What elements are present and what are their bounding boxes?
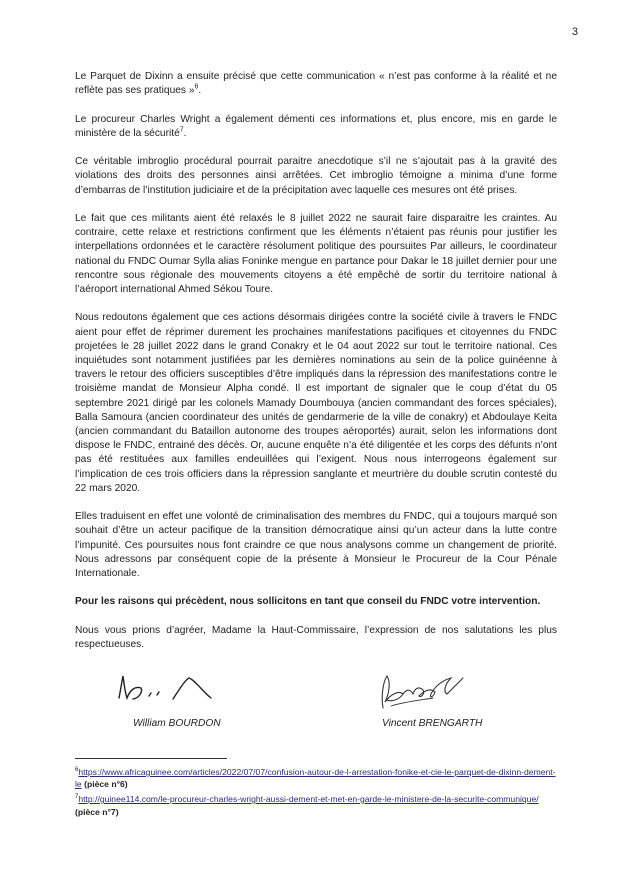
footnote-divider [75, 758, 227, 759]
letter-body [75, 70, 557, 666]
footnotes [75, 764, 557, 818]
paragraph-1: Le Parquet de Dixinn a ensuite précisé que cette communication « n’est pas conforme à la réalité et ne reflète pas ses pratiques »$^6$. [75, 71, 557, 97]
footnote-ref-6[interactable]: 6 [194, 83, 199, 91]
footnote-7-tag: (pièce n°7) [75, 806, 119, 817]
footnote-6-tag: (pièce n°6) [84, 779, 128, 790]
closing-paragraph: Nous vous prions d’agréer, Madame la Haut-Commissaire, l’expression de nos salutations les plus respectueuses. [75, 624, 557, 651]
paragraph-3: Ce véritable imbroglio procédural pourrait paraitre anecdotique s’il ne s’ajoutait pas à la gravité des violations des droits des personnes ainsi arrêtées. Cet imbroglio témoigne a minima d’une forme d’embarras de l’institution judiciaire et de la précipitation avec laquelle ces mesures ont été prises. [75, 156, 557, 196]
request-paragraph: Pour les raisons qui précèdent, nous sollicitons en tant que conseil du FNDC votre intervention. [75, 596, 541, 608]
footnote-7-link[interactable]: http://guinee114.com/le-procureur-charles-wright-aussi-dement-et-met-en-garde-le-ministere-de-la-securite-communique/ [78, 793, 539, 804]
footnote-6-link[interactable]: https://www.africaguinee.com/articles/2022/07/07/confusion-autour-de-l-arrestation-fonike-et-cie-le-parquet-de-dixinn-dement-le [75, 766, 556, 790]
paragraph-4: Le fait que ces militants aient été relaxés le 8 juillet 2022 ne saurait faire disparaitre les craintes. Au contraire, cette relaxe et restrictions confirment que les éléments n’étaient pas réunis pour justifier les interpellations ordonnées et le caractère résolument politique des poursuites Par ailleurs, le coordinateur national du FNDC Oumar Sylla alias Foninke mengue en partance pour Dakar le 18 juillet dernier pour une rencontre sous régionale des mouvements citoyens a été empêché de sortir du territoire national à l’aéroport international Ahmed Sékou Toure. [75, 212, 557, 295]
signatory-name-left: William BOURDON [133, 718, 221, 729]
paragraph-2: Le procureur Charles Wright a également démenti ces informations et, plus encore, mis en garde le ministère de la sécurité$^7$. [75, 113, 557, 139]
signature-bourdon [113, 668, 223, 708]
footnote-6: $^6$https://www.africaguinee.com/articles/2022/07/07/confusion-autour-de-l-arrestation-fonike-et-cie-le-parquet-de-dixinn-dement-le (pièce n°6) [75, 766, 556, 790]
paragraph-5: Nous redoutons également que ces actions désormais dirigées contre la société civile à travers le FNDC aient pour effet de réprimer durement les prochaines manifestations pacifiques et citoyennes du FNDC projetées le 28 juillet 2022 dans le grand Conakry et le 04 aout 2022 sur tout le territoire national. Ces inquiétudes sont notamment justifiées par les dernières nominations au sein de la police guinéenne à travers le retour des officiers susceptibles d’être impliqués dans la répression des manifestations contre le troisième mandat de Monsieur Alpha condé. Il est important de signaler que le coup d’état du 05 septembre 2021 dirigé par les colonels Mamady Doumbouya (ancien commandant des forces spéciales), Balla Samoura (ancien coordinateur des unités de gendarmerie de la ville de conakry) et Abdoulaye Keita (ancien commandant du Bataillon autonome des troupes aéroportés) aurait, selon les informations dont dispose le FNDC, entrainé des décès. Or, aucune enquête n’a été diligentée et les corps des défunts n’ont pas été restituées aux familles endeuillées qui l’exigent. Nous nous interrogeons également sur l’implication de ces trois officiers dans la répression sanglante et meurtrière du double scrutin contesté du 22 mars 2020. [75, 312, 557, 494]
paragraph-6: Elles traduisent en effet une volonté de criminalisation des membres du FNDC, qui a toujours marqué son souhait d’être un acteur pacifique de la transition démocratique ainsi qu’un acteur dans la lutte contre l’impunité. Ces poursuites nous font craindre ce que nous analysons comme un changement de priorité. Nous adressons par conséquent copie de la présente à Monsieur le Procureur de la Cour Pénale Internationale. [75, 511, 557, 580]
signature-block [75, 668, 557, 732]
page-number: 3 [571, 26, 578, 38]
signature-brengarth [373, 668, 473, 716]
footnote-7: $^7$http://guinee114.com/le-procureur-charles-wright-aussi-dement-et-met-en-garde-le-ministere-de-la-securite-communique/ (pièce n°7) [75, 793, 539, 817]
footnote-ref-7[interactable]: 7 [179, 126, 184, 134]
signatory-name-right: Vincent BRENGARTH [382, 718, 483, 729]
